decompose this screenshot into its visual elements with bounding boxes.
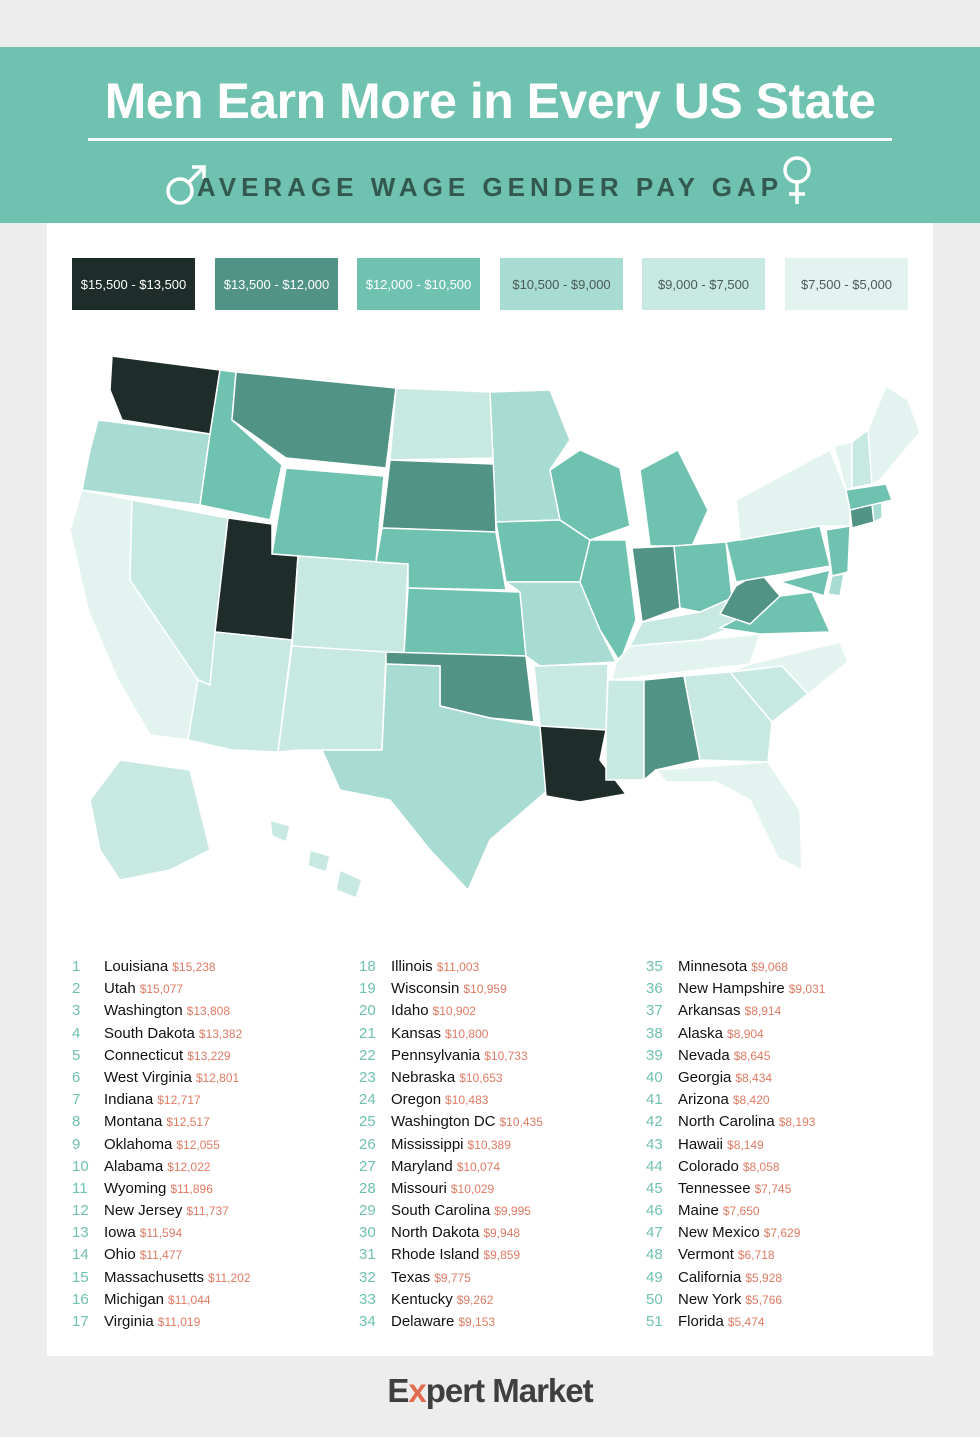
- ranking-row: [359, 1089, 639, 1111]
- legend-item: $13,500 - $12,000: [215, 258, 338, 310]
- ranking-row: [646, 1023, 926, 1045]
- rank-number: 7: [72, 1091, 81, 1109]
- state-name: Virginia $11,019: [104, 1313, 201, 1330]
- ranking-column-2: [359, 956, 639, 1333]
- rank-number: 18: [359, 958, 376, 975]
- pay-gap-value: $10,959: [463, 982, 507, 997]
- ranking-row: [359, 1023, 639, 1045]
- pay-gap-value: $10,800: [445, 1026, 489, 1041]
- ranking-row: [359, 1111, 639, 1133]
- rank-number: 21: [359, 1024, 376, 1042]
- rank-number: 16: [72, 1290, 89, 1308]
- pay-gap-value: $9,153: [458, 1315, 496, 1329]
- ranking-row: [359, 1200, 639, 1222]
- state-name: Florida $5,474: [678, 1313, 765, 1330]
- rank-number: 51: [646, 1313, 663, 1330]
- rank-number: 24: [359, 1091, 376, 1109]
- rank-number: 43: [646, 1135, 663, 1153]
- ranking-row: [646, 1000, 926, 1022]
- state-name: Kentucky $9,262: [391, 1290, 494, 1308]
- ranking-row: [72, 1134, 352, 1156]
- pay-gap-value: $15,077: [139, 982, 184, 997]
- pay-gap-value: $9,068: [751, 960, 788, 974]
- state-name: Washington $13,808: [104, 1002, 231, 1020]
- ranking-row: [646, 956, 926, 978]
- ranking-row: [359, 1267, 639, 1289]
- rank-number: 35: [646, 958, 663, 975]
- ranking-row: [646, 1111, 926, 1133]
- page-subtitle: AVERAGE WAGE GENDER PAY GAP: [196, 172, 784, 202]
- state-name: New Mexico $7,629: [678, 1224, 801, 1242]
- pay-gap-value: $8,645: [733, 1048, 771, 1063]
- rank-number: 47: [646, 1224, 663, 1242]
- rank-number: 48: [646, 1246, 663, 1264]
- state-alaska: [90, 760, 210, 880]
- ranking-row: [646, 1200, 926, 1222]
- rank-number: 40: [646, 1068, 663, 1086]
- state-south-dakota: [382, 460, 496, 532]
- ranking-row: [359, 1045, 639, 1067]
- ranking-column-3: [646, 956, 926, 1333]
- rank-number: 8: [72, 1113, 81, 1131]
- state-name: Massachusetts $11,202: [104, 1268, 251, 1286]
- state-wyoming: [272, 468, 384, 562]
- pay-gap-value: $12,801: [195, 1070, 240, 1085]
- state-name: Utah $15,077: [104, 980, 184, 998]
- state-north-dakota: [390, 388, 494, 460]
- ranking-row: [359, 1178, 639, 1200]
- ranking-row: [359, 1244, 639, 1266]
- ranking-row: [359, 1067, 639, 1089]
- state-name: Nebraska $10,653: [391, 1068, 503, 1086]
- pay-gap-value: $9,775: [434, 1270, 471, 1285]
- rank-number: 4: [72, 1024, 81, 1042]
- state-name: Alabama $12,022: [104, 1157, 211, 1175]
- state-name: Arkansas $8,914: [678, 1002, 782, 1020]
- ranking-row: [359, 978, 639, 1000]
- state-name: Indiana $12,717: [104, 1091, 201, 1109]
- ranking-row: [646, 1156, 926, 1178]
- pay-gap-value: $8,149: [727, 1137, 764, 1152]
- pay-gap-value: $10,733: [484, 1048, 528, 1063]
- state-hawaii: [270, 820, 362, 898]
- pay-gap-value: $7,745: [754, 1181, 792, 1196]
- state-indiana: [632, 546, 680, 622]
- ranking-row: [72, 956, 352, 978]
- pay-gap-value: $7,629: [763, 1226, 801, 1241]
- pay-gap-value: $9,995: [494, 1204, 531, 1219]
- pay-gap-value: $11,019: [157, 1315, 201, 1329]
- state-name: Oregon $10,483: [391, 1091, 489, 1109]
- rank-number: 11: [72, 1179, 88, 1197]
- state-name: Illinois $11,003: [391, 958, 480, 975]
- ranking-row: [646, 1067, 926, 1089]
- rank-number: 45: [646, 1179, 663, 1197]
- state-name: Tennessee $7,745: [678, 1179, 792, 1197]
- pay-gap-value: $11,896: [170, 1181, 213, 1196]
- ranking-row: [359, 1000, 639, 1022]
- state-name: Alaska $8,904: [678, 1024, 764, 1042]
- pay-gap-value: $8,058: [742, 1159, 780, 1174]
- state-name: Colorado $8,058: [678, 1157, 780, 1175]
- state-mississippi: [606, 680, 644, 780]
- pay-gap-value: $5,928: [745, 1270, 783, 1285]
- pay-gap-value: $11,594: [139, 1226, 183, 1241]
- state-name: New Jersey $11,737: [104, 1202, 229, 1220]
- state-name: Montana $12,517: [104, 1113, 210, 1131]
- rank-number: 10: [72, 1157, 89, 1175]
- rank-number: 9: [72, 1135, 81, 1153]
- pay-gap-value: $11,477: [139, 1248, 183, 1263]
- state-name: West Virginia $12,801: [104, 1068, 240, 1086]
- pay-gap-value: $9,859: [483, 1248, 521, 1263]
- ranking-row: [359, 956, 639, 978]
- ranking-row: [72, 1267, 352, 1289]
- pay-gap-value: $11,044: [168, 1292, 211, 1307]
- pay-gap-value: $5,766: [745, 1292, 783, 1307]
- legend-item: $10,500 - $9,000: [500, 258, 623, 310]
- rank-number: 36: [646, 980, 663, 998]
- rank-number: 27: [359, 1157, 376, 1175]
- pay-gap-value: $13,229: [187, 1048, 231, 1063]
- state-name: Nevada $8,645: [678, 1046, 771, 1064]
- ranking-row: [359, 1156, 639, 1178]
- state-name: Wisconsin $10,959: [391, 980, 507, 998]
- ranking-row: [72, 1000, 352, 1022]
- pay-gap-value: $9,031: [788, 982, 826, 997]
- ranking-row: [646, 1134, 926, 1156]
- state-name: Georgia $8,434: [678, 1068, 773, 1086]
- ranking-row: [646, 1289, 926, 1311]
- state-name: California $5,928: [678, 1268, 783, 1286]
- state-name: Iowa $11,594: [104, 1224, 183, 1242]
- rank-number: 23: [359, 1068, 376, 1086]
- rank-number: 22: [359, 1046, 376, 1064]
- state-name: New York $5,766: [678, 1290, 783, 1308]
- state-name: Louisiana $15,238: [104, 958, 216, 975]
- pay-gap-value: $8,914: [744, 1004, 782, 1019]
- state-name: New Hampshire $9,031: [678, 980, 826, 998]
- pay-gap-value: $7,650: [722, 1204, 760, 1219]
- ranking-row: [72, 1289, 352, 1311]
- rank-number: 34: [359, 1313, 376, 1330]
- rank-number: 42: [646, 1113, 663, 1131]
- ranking-row: [646, 1222, 926, 1244]
- rank-number: 6: [72, 1068, 81, 1086]
- rank-number: 28: [359, 1179, 376, 1197]
- state-name: Pennsylvania $10,733: [391, 1046, 528, 1064]
- ranking-row: [72, 1311, 352, 1333]
- rank-number: 44: [646, 1157, 663, 1175]
- pay-gap-value: $12,055: [176, 1137, 220, 1152]
- ranking-row: [359, 1222, 639, 1244]
- state-name: Connecticut $13,229: [104, 1046, 231, 1064]
- state-name: Maine $7,650: [678, 1202, 760, 1220]
- ranking-row: [646, 1311, 926, 1333]
- pay-gap-value: $5,474: [727, 1315, 765, 1329]
- pay-gap-value: $9,262: [456, 1292, 494, 1307]
- ranking-row: [72, 1222, 352, 1244]
- legend-item: $12,000 - $10,500: [357, 258, 480, 310]
- state-delaware: [828, 574, 844, 596]
- ranking-row: [646, 1244, 926, 1266]
- state-name: Mississippi $10,389: [391, 1135, 511, 1153]
- ranking-row: [646, 1089, 926, 1111]
- ranking-row: [72, 1067, 352, 1089]
- rank-number: 25: [359, 1113, 376, 1131]
- state-new-mexico: [278, 646, 386, 752]
- legend-item: $9,000 - $7,500: [642, 258, 765, 310]
- pay-gap-value: $8,904: [727, 1026, 764, 1041]
- pay-gap-value: $9,948: [483, 1226, 521, 1241]
- ranking-row: [646, 978, 926, 1000]
- pay-gap-value: $11,202: [208, 1270, 251, 1285]
- ranking-row: [646, 1267, 926, 1289]
- rank-number: 26: [359, 1135, 376, 1153]
- expert-market-logo: Expert Market: [387, 1372, 593, 1409]
- state-arkansas: [534, 664, 608, 730]
- pay-gap-value: $10,074: [456, 1159, 501, 1174]
- ranking-row: [72, 1111, 352, 1133]
- state-colorado: [292, 556, 408, 654]
- ranking-row: [72, 1045, 352, 1067]
- state-name: South Carolina $9,995: [391, 1202, 531, 1220]
- ranking-row: [646, 1045, 926, 1067]
- rank-number: 41: [646, 1091, 663, 1109]
- pay-gap-value: $10,902: [432, 1004, 476, 1019]
- rank-number: 50: [646, 1290, 663, 1308]
- ranking-row: [72, 1089, 352, 1111]
- state-name: Maryland $10,074: [391, 1157, 501, 1175]
- rank-number: 20: [359, 1002, 376, 1020]
- rank-number: 37: [646, 1002, 663, 1020]
- pay-gap-value: $11,737: [186, 1204, 229, 1219]
- state-name: Texas $9,775: [391, 1268, 471, 1286]
- rank-number: 38: [646, 1024, 663, 1042]
- us-map: [60, 350, 930, 910]
- rank-number: 32: [359, 1268, 376, 1286]
- state-washington: [110, 356, 220, 434]
- pay-gap-value: $6,718: [737, 1248, 775, 1263]
- ranking-row: [359, 1134, 639, 1156]
- pay-gap-value: $12,717: [157, 1093, 201, 1108]
- state-oregon: [82, 420, 210, 505]
- state-name: Hawaii $8,149: [678, 1135, 764, 1153]
- rank-number: 49: [646, 1268, 663, 1286]
- ranking-row: [72, 978, 352, 1000]
- rank-number: 13: [72, 1224, 89, 1242]
- pay-gap-value: $10,029: [450, 1181, 495, 1196]
- rank-number: 46: [646, 1202, 663, 1220]
- pay-gap-value: $8,193: [778, 1115, 816, 1130]
- ranking-row: [359, 1311, 639, 1333]
- pay-gap-value: $13,808: [186, 1004, 231, 1019]
- state-maine: [868, 386, 920, 484]
- pay-gap-value: $10,653: [459, 1070, 503, 1085]
- rank-number: 15: [72, 1268, 89, 1286]
- ranking-column-1: [72, 956, 352, 1333]
- pay-gap-value: $10,435: [499, 1115, 543, 1130]
- pay-gap-value: $10,389: [467, 1137, 511, 1152]
- state-name: North Carolina $8,193: [678, 1113, 816, 1131]
- pay-gap-value: $13,382: [198, 1026, 243, 1041]
- state-new-jersey: [826, 526, 850, 576]
- state-name: Minnesota $9,068: [678, 958, 788, 975]
- title-divider: [88, 138, 892, 141]
- female-symbol-icon: [780, 154, 814, 206]
- ranking-row: [359, 1289, 639, 1311]
- rank-number: 29: [359, 1202, 376, 1220]
- legend-item: $7,500 - $5,000: [785, 258, 908, 310]
- ranking-row: [72, 1023, 352, 1045]
- legend-item: $15,500 - $13,500: [72, 258, 195, 310]
- state-michigan: [640, 450, 708, 546]
- state-name: North Dakota $9,948: [391, 1224, 521, 1242]
- state-name: Washington DC $10,435: [391, 1113, 543, 1131]
- rank-number: 1: [72, 958, 81, 975]
- state-name: Kansas $10,800: [391, 1024, 489, 1042]
- rank-number: 30: [359, 1224, 376, 1242]
- state-name: Delaware $9,153: [391, 1313, 496, 1330]
- ranking-row: [72, 1200, 352, 1222]
- state-name: South Dakota $13,382: [104, 1024, 243, 1042]
- ranking-row: [72, 1178, 352, 1200]
- pay-gap-value: $10,483: [445, 1093, 489, 1108]
- pay-gap-value: $12,517: [166, 1115, 210, 1130]
- state-name: Rhode Island $9,859: [391, 1246, 521, 1264]
- state-kansas: [404, 588, 526, 656]
- state-florida: [656, 762, 802, 870]
- ranking-row: [646, 1178, 926, 1200]
- state-name: Vermont $6,718: [678, 1246, 775, 1264]
- rank-number: 31: [359, 1246, 376, 1264]
- state-name: Ohio $11,477: [104, 1246, 183, 1264]
- pay-gap-value: $12,022: [167, 1159, 211, 1174]
- rank-number: 5: [72, 1046, 81, 1064]
- page-title: Men Earn More in Every US State: [104, 73, 876, 129]
- state-name: Wyoming $11,896: [104, 1179, 213, 1197]
- rank-number: 14: [72, 1246, 89, 1264]
- pay-gap-value: $8,420: [732, 1093, 770, 1108]
- rank-number: 17: [72, 1313, 89, 1330]
- ranking-row: [72, 1156, 352, 1178]
- rank-number: 19: [359, 980, 376, 998]
- pay-gap-value: $15,238: [172, 960, 216, 974]
- rank-number: 12: [72, 1202, 89, 1220]
- pay-gap-value: $8,434: [735, 1070, 773, 1085]
- state-name: Oklahoma $12,055: [104, 1135, 220, 1153]
- state-name: Michigan $11,044: [104, 1290, 211, 1308]
- rank-number: 39: [646, 1046, 663, 1064]
- rank-number: 3: [72, 1002, 81, 1020]
- ranking-row: [72, 1244, 352, 1266]
- rank-number: 2: [72, 980, 81, 998]
- rank-number: 33: [359, 1290, 376, 1308]
- state-name: Missouri $10,029: [391, 1179, 495, 1197]
- pay-gap-value: $11,003: [436, 960, 480, 974]
- state-name: Idaho $10,902: [391, 1002, 476, 1020]
- state-name: Arizona $8,420: [678, 1091, 770, 1109]
- state-new-york: [736, 450, 850, 540]
